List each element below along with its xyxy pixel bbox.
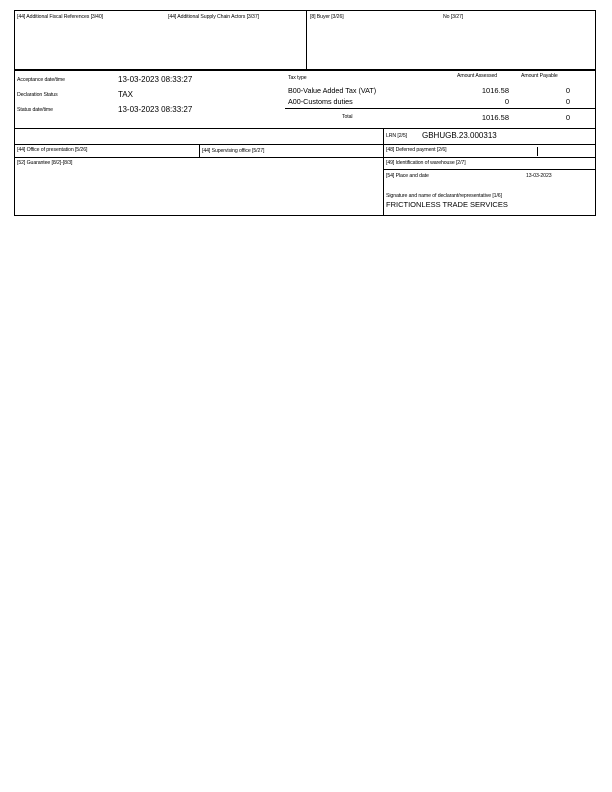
place-and-date-label: [54] Place and date [386,173,429,179]
tax-row-assessed: 0 [504,97,509,106]
tax-row-type: B00-Value Added Tax (VAT) [288,86,377,95]
status-datetime-value: 13-03-2023 08:33:27 [118,105,193,114]
deferred-payment-label: [48] Deferred payment [2/6] [386,147,447,153]
buyer-label: [8] Buyer [3/26] [310,14,344,20]
tax-row-payable: 0 [565,86,570,95]
status-right-border [595,70,596,216]
signature-top-divider [383,169,596,170]
tax-row-type: A00-Customs duties [288,97,353,106]
lrn-label: LRN [2/5] [386,133,408,139]
amount-assessed-header: Amount Assessed [457,73,498,79]
lrn-value: GBHUGB.23.000313 [422,131,497,140]
amount-payable-header: Amount Payable [521,73,558,79]
form-bottom-border [14,215,596,216]
supervising-office-label: [44] Supervising office [5/27] [202,148,265,154]
tax-total-label: Total [342,114,353,120]
tax-row-payable: 0 [565,97,570,106]
tax-type-header: Tax type [288,75,307,81]
tax-total-assessed: 1016.58 [481,113,509,122]
guarantee-top-divider [14,157,596,158]
acceptance-datetime-value: 13-03-2023 08:33:27 [118,75,193,84]
lrn-left-divider [383,128,384,216]
additional-fiscal-references-label: [44] Additional Fiscal References [3/40] [17,14,103,20]
declaration-status-value: TAX [118,90,133,99]
place-and-date-value: 13-03-2023 [526,173,552,179]
tax-total-divider [285,108,595,109]
acceptance-datetime-label: Acceptance date/time [17,77,65,83]
top-divider [306,10,307,69]
lrn-top-divider [14,128,596,129]
guarantee-label: [52] Guarantee [8/2]-[8/3] [17,160,73,166]
office-of-presentation-label: [44] Office of presentation [5/26] [17,147,88,153]
signature-value: FRICTIONLESS TRADE SERVICES [386,200,508,209]
tax-total-payable: 0 [565,113,570,122]
office-divider [199,144,200,157]
status-datetime-label: Status date/time [17,107,53,113]
tax-row-assessed: 1016.58 [481,86,509,95]
additional-supply-chain-actors-label: [44] Additional Supply Chain Actors [3/37] [168,14,259,20]
warehouse-label: [49] Identification of warehouse [2/7] [386,160,466,166]
deferred-payment-divider [537,147,538,156]
office-top-divider [14,144,596,145]
status-left-border [14,70,15,216]
declaration-status-label: Declaration Status [17,92,58,98]
buyer-number-label: No [3/27] [443,14,464,20]
section-separator [14,69,596,71]
signature-label: Signature and name of declarant/representative [1/6] [386,193,502,199]
